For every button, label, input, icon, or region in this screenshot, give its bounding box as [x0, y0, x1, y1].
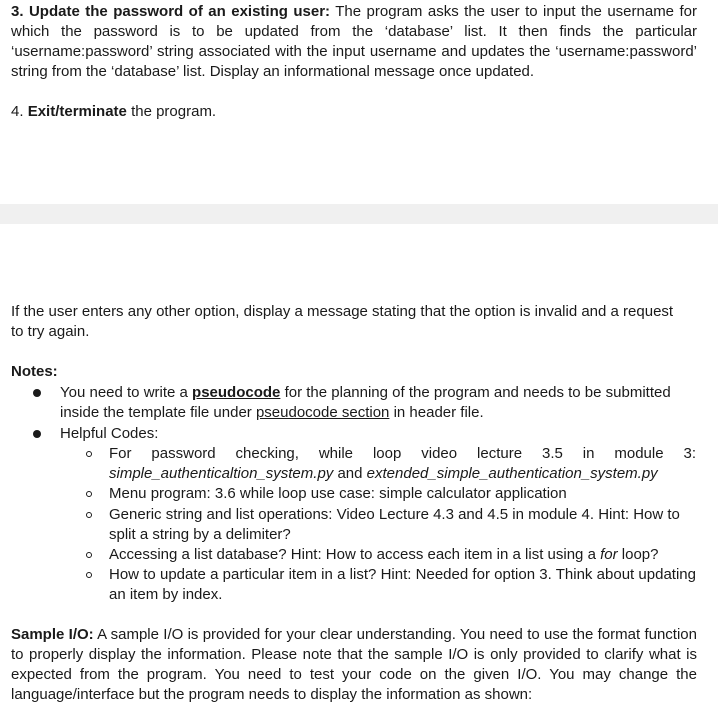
- sub-bullet-circle: [86, 491, 92, 497]
- sub4-pre: Accessing a list database? Hint: How to access each item in a list using a: [109, 546, 596, 563]
- sub-bullet-circle: [86, 572, 92, 578]
- helpful-code-item-2: Menu program: 3.6 while loop use case: simple calculator application: [109, 485, 567, 502]
- sub1-text: For password checking, while loop video lecture 3.5 in module 3:: [109, 445, 696, 462]
- item-4-bold: Exit/terminate: [27, 103, 127, 120]
- bullet1-mid: for the planning of the program and needs to be submitted inside the template file under: [60, 384, 671, 421]
- sample-io-paragraph: [11, 625, 697, 705]
- helpful-code-item-1: [109, 444, 696, 484]
- bullet-dot: [33, 389, 41, 397]
- sub-bullet-circle: [86, 512, 92, 518]
- sub1-file2: extended_simple_authentication_system.py: [366, 465, 658, 482]
- invalid-option-paragraph: If the user enters any other option, display a message stating that the option is invalid and a request to try again.: [11, 303, 674, 340]
- sub-bullet-circle: [86, 451, 92, 457]
- page-break-divider: [0, 204, 718, 224]
- helpful-code-item-4: [109, 545, 696, 565]
- helpful-code-item-5: How to update a particular item in a list? Hint: Needed for option 3. Think about updating an item by index.: [109, 566, 696, 603]
- item-3-paragraph: [11, 2, 697, 82]
- sub-bullet-circle: [86, 552, 92, 558]
- sample-io-body: A sample I/O is provided for your clear understanding. You need to use the format function to properly display the information. Please note that the sample I/O is only provided to clarify what is expected from the program. You need to test your code on the given I/O. You may change the language/interface but the program needs to display the information as shown:: [11, 626, 697, 703]
- sub4-em: for: [600, 546, 618, 563]
- item-4-rest: the program.: [131, 103, 217, 120]
- sample-io-label: Sample I/O:: [11, 626, 94, 643]
- item-3-title: 3. Update the password of an existing user:: [11, 3, 331, 20]
- sub1-and: and: [337, 465, 363, 482]
- notes-heading: Notes:: [11, 363, 58, 380]
- pseudocode-section-term: pseudocode section: [255, 404, 390, 421]
- helpful-code-item-3: Generic string and list operations: Video Lecture 4.3 and 4.5 in module 4. Hint: How to split a string by a delimiter?: [109, 506, 680, 543]
- bullet1-post: in header file.: [393, 404, 484, 421]
- notes-bullet-helpful-codes: Helpful Codes:: [60, 425, 159, 442]
- item-3-body: The program asks the user to input the username for which the password is to be updated from the ‘database’ list. It then finds the particular ‘username:password’ string associated with the input username and updates the ‘username:password’ string from the ‘database’ list. Display an informational message once updated.: [11, 3, 697, 80]
- pseudocode-term: pseudocode: [192, 384, 281, 401]
- item-4-paragraph: [11, 102, 697, 122]
- item-4-number: 4.: [11, 103, 24, 120]
- sub1-file1: simple_authenticaltion_system.py: [109, 465, 334, 482]
- notes-bullet-pseudocode: [60, 383, 700, 423]
- bullet-dot: [33, 430, 41, 438]
- bullet1-pre: You need to write a: [60, 384, 188, 401]
- sub4-post: loop?: [621, 546, 659, 563]
